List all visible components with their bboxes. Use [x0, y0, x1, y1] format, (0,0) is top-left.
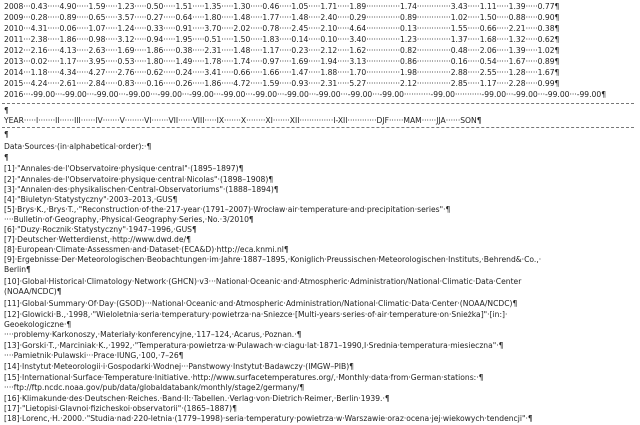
reference-13: [13]·Gorski·T.,·Marciniak·K.,·1992,·"Temperatura·powietrza·w·Pulawach·w·ciagu·lat·1871–1990,I·Srednia·temperatura·miesieczna"·¶ — [4, 341, 504, 350]
reference-8: [8]·European·Climate·Assessmen·and·Dataset·(ECA&D)·http://eca.knmi.nl¶ — [4, 245, 289, 254]
blank-paragraph: ¶ — [4, 106, 9, 115]
reference-5-cont: ····Bulletin·of·Geography,·Physical·Geography·Series,·No.·3/2010¶ — [4, 215, 254, 224]
table-row-2011: 2011···2.38·····1.86·····0.98·····3.12·····0.94·····1.95·····0.51·····1.50·····1.83·····0.14·····0.10·····3.40··············1.23··············1.37·····1.68·····1.32·····0.62¶ — [4, 35, 560, 44]
reference-12: [12]·Glowicki·B.,·1998,·"Wieloletnia·seria·temperatury·powietrza·na·Sniezce·[Multi-years·series·of·air·temperature·on·Snieżka]"·[in:]· — [4, 310, 508, 319]
reference-18: [18]·Lorenc,·H.·2000.·"Studia·nad·220-letnia·(1779–1998)·seria·temperatury·powietrza·w·Warszawie·oraz·ocena·jej·wiekowych·tendencji"·¶ — [4, 414, 533, 423]
reference-7: [7]·Deutscher·Wetterdienst,·http://www.dwd.de/¶ — [4, 235, 191, 244]
divider-top — [2, 103, 634, 104]
table-row-2015: 2015···4.24·····2.61·····2.84·····0.83·····0.16·····0.26·····1.86·····4.72·····1.59·····0.93·····2.31·····5.27··············2.12··············2.85·····1.17·····2.28·····0.99¶ — [4, 79, 560, 88]
table-row-2013: 2013···0.02·····1.17·····3.95·····0.53·····1.80·····1.49·····1.78·····1.74·····0.97·····1.69·····1.94·····3.13··············0.86··············0.16·····0.54·····1.67·····0.89¶ — [4, 57, 560, 66]
reference-2: [2]·"Annales·de·l'Observatoire·physique·central·Nicolas"·(1898–1908)¶ — [4, 175, 274, 184]
table-row-2014: 2014···1.18·····4.34·····4.27·····2.76·····0.62·····0.24·····3.41·····0.66·····1.66·····1.47·····1.88·····1.70··············1.98··············2.88·····2.55·····1.28·····1.67¶ — [4, 68, 560, 77]
reference-6: [6]·"Duzy·Rocznik·Statystyczny"·1947–1996,·GUS¶ — [4, 225, 197, 234]
blank-paragraph-3: ¶ — [4, 153, 9, 162]
reference-12-cont: Geoekologiczne·¶ — [4, 320, 72, 329]
reference-16: [16]·Klimakunde·des·Deutschen·Reiches.·Band·II:·Tabellen.·Verlag·von·Dietrich·Reimer,·Berlin·1939.·¶ — [4, 394, 390, 403]
reference-1: [1]·"Annales·de·l'Observatoire·physique·central"·(1895–1897)¶ — [4, 164, 244, 173]
reference-17: [17]·"Lietopisi·Glavnoi·fizicheskoi·observatorii"·(1865–1887)¶ — [4, 404, 237, 413]
reference-14: [14]·Instytut·Meteorologii·i·Gospodarki·Wodnej···Panstwowy·Instytut·Badawczy·(IMGW–PIB)¶ — [4, 362, 355, 371]
reference-9: [9]·Ergebnisse·Der·Meteorologischen·Beobachtungen·im·Jahre·1887–1895,·Koniglich·Preussischen·Meteorologischen·Instituts,·Behrend&·Co.,· — [4, 255, 542, 264]
blank-paragraph-2: ¶ — [4, 130, 9, 139]
reference-4: [4]·"Biuletyn·Statystyczny"·2003–2013,·GUS¶ — [4, 195, 178, 204]
table-row-2010: 2010···4.31·····0.06·····1.07·····1.24·····0.33·····0.91·····3.70·····2.02·····0.78·····2.45·····2.10·····4.64··············0.13··············1.55·····0.66·····2.21·····0.38¶ — [4, 24, 560, 33]
reference-3: [3]·"Annalen·des·physikalischen·Central-Observatoriums"·(1888–1894)¶ — [4, 185, 279, 194]
table-header-row: YEAR·····I·······II······III······IV·······V········VI·······VII······VIII·····IX·······X········XI·······XII··············I-XII············DJF······MAM······JJA······SON¶ — [4, 116, 482, 125]
reference-11: [11]·Global·Summary·Of·Day·(GSOD)···National·Oceanic·and·Atmospheric·Administration/National·Climatic·Data·Center·(NOAA/NCDC)¶ — [4, 299, 518, 308]
reference-13-cont: ····Pamietnik·Pulawski···Prace·IUNG,·100,·7–26¶ — [4, 351, 184, 360]
table-row-2016: 2016···-99.00···-99.00···-99.00···-99.00···-99.00···-99.00···-99.00···-99.00···-99.00···-99.00···-99.00···-99.00···········-99.00···········-99.00···-99.00···-99.00···-99.00¶ — [4, 90, 607, 99]
reference-15: [15]·International·Surface·Temperature·Initiative.·http://www.surfacetemperatures.org/,·Monthly·data·from·German·stations:·¶ — [4, 373, 484, 382]
sources-heading: Data·Sources·(in·alphabetical·order):·¶ — [4, 142, 152, 151]
reference-10: [10]·Global·Historical·Climatology·Network·(GHCN)·v3···National·Oceanic·and·Atmospheric·Administration/National·Climatic·Data·Center — [4, 277, 522, 286]
reference-9-cont: Berlin¶ — [4, 265, 31, 274]
reference-12-cont2: ····problemy·Karkonoszy,·Materiały·konferencyjne,·117–124,·Acarus,·Poznan.·¶ — [4, 330, 302, 339]
divider-bottom — [2, 127, 634, 128]
reference-15-cont: ····ftp://ftp.ncdc.noaa.gov/pub/data/globaldatabank/monthly/stage2/germany/¶ — [4, 383, 305, 392]
reference-5: [5]·Brys·K.,·Brys·T.,·"Reconstruction·of·the·217-year·(1791–2007)·Wrocław·air·temperature·and·precipitation·series"·¶ — [4, 205, 451, 214]
table-row-2009: 2009···0.28·····0.89·····0.65·····3.57·····0.27·····0.64·····1.80·····1.48·····1.77·····1.48·····2.40·····0.29··············0.89··············1.02·····1.50·····0.88·····0.90¶ — [4, 13, 560, 22]
reference-10-cont: (NOAA/NCDC)¶ — [4, 287, 62, 296]
table-row-2012: 2012···2.16·····4.13·····2.63·····1.69·····1.86·····0.38·····2.31·····1.48·····1.17·····0.23·····2.12·····1.62··············0.82··············0.48·····2.06·····1.39·····1.02¶ — [4, 46, 560, 55]
table-row-2008: 2008···0.43·····4.90·····1.59·····1.23·····0.50·····1.51·····1.35·····1.30·····0.46·····1.05·····1.71·····1.89··············1.74··············3.43·····1.11·····1.39·····0.77¶ — [4, 2, 560, 11]
